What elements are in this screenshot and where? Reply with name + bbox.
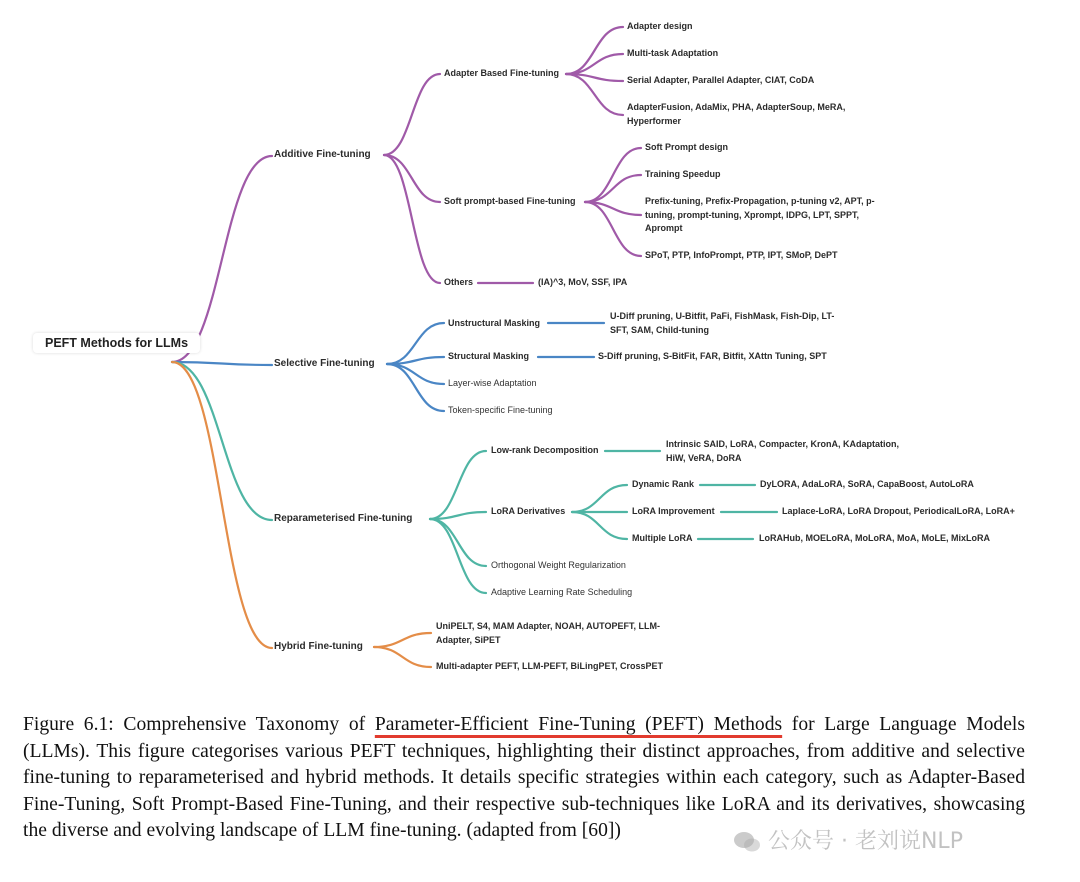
selective-fine-tuning-node: Selective Fine-tuning: [274, 358, 375, 369]
root-node: PEFT Methods for LLMs: [33, 333, 200, 353]
soft-prompt-leaf: Training Speedup: [645, 169, 721, 179]
hybrid-fine-tuning-node: Hybrid Fine-tuning: [274, 641, 363, 652]
low-rank-leaf: Intrinsic SAID, LoRA, Compacter, KronA, KAdaptation, HiW, VeRA, DoRA: [666, 439, 900, 463]
adapter-leaf: AdapterFusion, AdaMix, PHA, AdapterSoup, MeRA, Hyperformer: [627, 102, 846, 126]
connector-root-selective: [172, 362, 272, 365]
adapter-leaf: Serial Adapter, Parallel Adapter, CIAT, CoDA: [627, 75, 815, 85]
connector-additive-2: [384, 155, 440, 283]
unstructural-leaf: U-Diff pruning, U-Bitfit, PaFi, FishMask, Fish-Dip, LT-SFT, SAM, Child-tuning: [610, 311, 835, 335]
caption-prefix: Figure 6.1: Comprehensive Taxonomy of: [23, 714, 375, 735]
watermark: [732, 824, 963, 855]
connector-hybrid-1: [374, 647, 431, 667]
connector-root-reparam: [172, 362, 272, 520]
orthogonal-node: Orthogonal Weight Regularization: [491, 560, 626, 570]
connector-selective-2: [387, 364, 444, 384]
adapter-based-node: Adapter Based Fine-tuning: [444, 68, 560, 78]
others-leaf: (IA)^3, MoV, SSF, IPA: [538, 277, 628, 287]
caption-underlined: Parameter-Efficient Fine-Tuning (PEFT) Methods: [374, 714, 783, 735]
connector-root-hybrid: [172, 362, 272, 648]
connector-lora-deriv-2: [572, 512, 627, 539]
low-rank-node: Low-rank Decomposition: [491, 445, 599, 455]
connector-lora-deriv-0: [572, 485, 627, 512]
hybrid-leaf: UniPELT, S4, MAM Adapter, NOAH, AUTOPEFT, LLM-Adapter, SiPET: [436, 621, 661, 645]
structural-masking-node: Structural Masking: [448, 351, 530, 361]
connector-soft-1: [585, 175, 641, 202]
wechat-icon: [732, 830, 762, 854]
structural-leaf: S-Diff pruning, S-BitFit, FAR, Bitfit, XAttn Tuning, SPT: [598, 351, 827, 361]
watermark-text: 公众号 · 老刘说NLP: [768, 829, 963, 854]
layer-wise-node: Layer-wise Adaptation: [448, 378, 537, 388]
soft-prompt-leaf: Prefix-tuning, Prefix-Propagation, p-tuning v2, APT, p-tuning, prompt-tuning, Xprompt, IDPG, LPT, SPPT, Aprompt: [645, 196, 875, 233]
unstructural-masking-node: Unstructural Masking: [448, 318, 541, 328]
soft-prompt-node: Soft prompt-based Fine-tuning: [444, 196, 576, 206]
adapter-leaf: Adapter design: [627, 21, 693, 31]
hybrid-leaf: Multi-adapter PEFT, LLM-PEFT, BiLingPET, CrossPET: [436, 661, 664, 671]
adaptive-lr-node: Adaptive Learning Rate Scheduling: [491, 587, 633, 597]
connector-adapter-0: [566, 27, 623, 74]
reparameterised-fine-tuning-node: Reparameterised Fine-tuning: [274, 513, 413, 524]
connector-reparam-0: [430, 451, 486, 519]
lora-improvement-node: LoRA Improvement: [632, 506, 715, 516]
multiple-lora-node: Multiple LoRA: [632, 533, 693, 543]
soft-prompt-leaf: Soft Prompt design: [645, 142, 728, 152]
lora-improvement-leaf: Laplace-LoRA, LoRA Dropout, PeriodicalLoRA, LoRA+: [782, 506, 1015, 516]
connector-additive-0: [384, 74, 440, 155]
connector-adapter-1: [566, 54, 623, 74]
lora-derivatives-node: LoRA Derivatives: [491, 506, 566, 516]
token-specific-node: Token-specific Fine-tuning: [448, 405, 553, 415]
soft-prompt-leaf: SPoT, PTP, InfoPrompt, PTP, IPT, SMoP, DePT: [645, 250, 838, 260]
dynamic-rank-node: Dynamic Rank: [632, 479, 695, 489]
multiple-lora-leaf: LoRAHub, MOELoRA, MoLoRA, MoA, MoLE, MixLoRA: [759, 533, 990, 543]
connector-soft-3: [585, 202, 641, 256]
connector-selective-3: [387, 364, 444, 411]
caption-suffix: for Large Language Models (LLMs). This figure categorises various PEFT techniques, highlighting their distinct approaches, from additive and selective fine-tuning to reparameterised and hybrid methods. It details specific strategies within each category, such as Adapter-Based Fine-Tuning, Soft Prompt-Based Fine-Tuning, and their respective sub-techniques like LoRA and its derivatives, showcasing the diverse and evolving landscape of LLM fine-tuning. (adapted from [60]): [23, 714, 1025, 841]
additive-fine-tuning-node: Additive Fine-tuning: [274, 149, 371, 160]
connector-selective-1: [387, 357, 444, 364]
others-node: Others: [444, 277, 474, 287]
connector-hybrid-0: [374, 633, 431, 647]
connector-root-additive: [172, 156, 272, 362]
connector-reparam-3: [430, 519, 486, 593]
connector-additive-1: [384, 155, 440, 202]
adapter-leaf: Multi-task Adaptation: [627, 48, 719, 58]
dynamic-rank-leaf: DyLORA, AdaLoRA, SoRA, CapaBoost, AutoLoRA: [760, 479, 974, 489]
